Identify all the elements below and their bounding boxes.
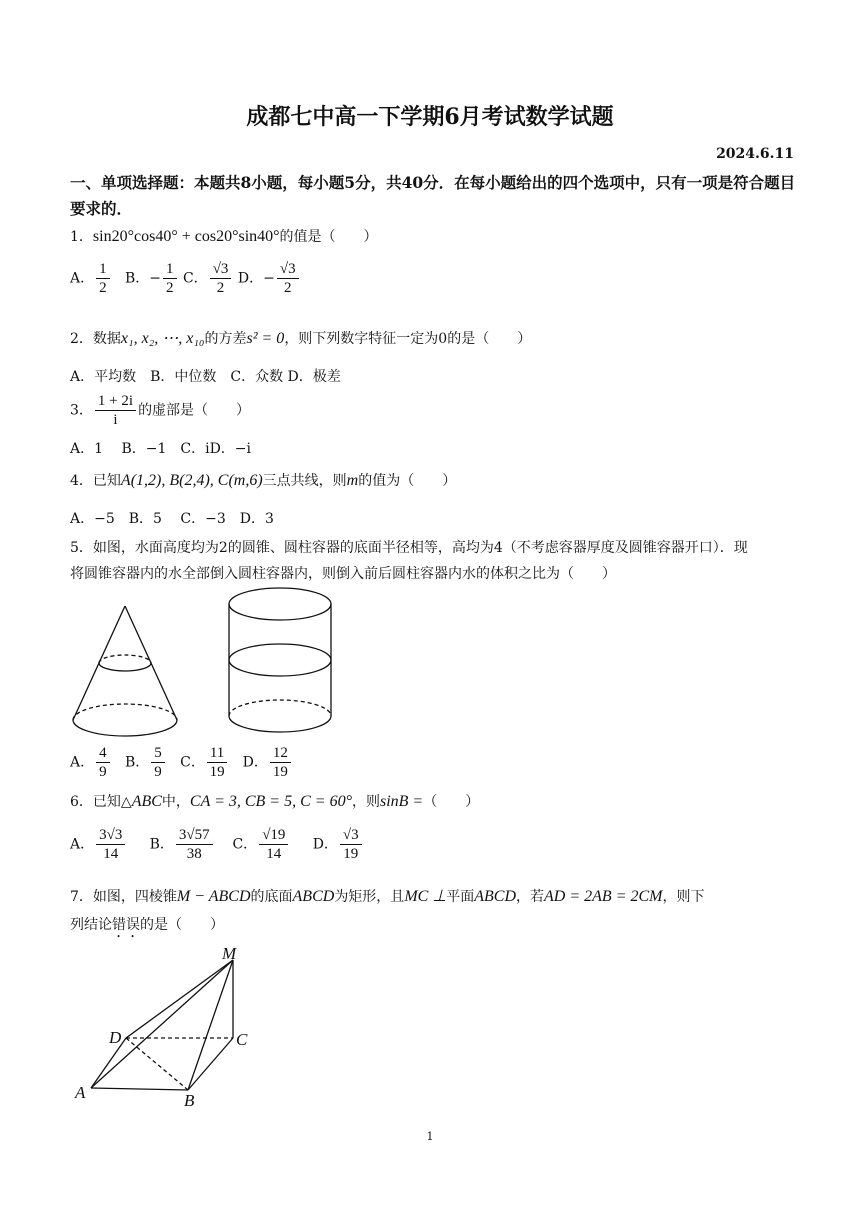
question-2: 2．数据x₁, x₂, ⋯, x₁₀的方差s² = 0，则下列数字特征一定为0的是（ ） xyxy=(70,330,532,347)
question-7-line-2: 列结论错误的是（ ） xyxy=(70,917,224,933)
question-3-options: A．1 B．−1 C．iD．−i xyxy=(70,441,252,457)
question-2-options: A．平均数 B．中位数 C．众数 D．极差 xyxy=(70,369,341,385)
question-5-options: A． $\frac{4}{9}$ B． $\frac{5}{9}$ C． $\frac{11}{19}$ D． $\frac{12}{19}$ xyxy=(70,744,293,781)
vertex-label-d: D xyxy=(109,1028,122,1047)
exam-date: 2024.6.11 xyxy=(716,146,794,162)
question-1: 1．sin20°cos40° + cos20°sin40°的值是（ ） xyxy=(70,228,378,245)
cylinder-figure xyxy=(229,588,331,732)
question-1-options: A． $\frac{1}{2}$ B．− $\frac{1}{2}$ C． $\frac{√3}{2}$ D．− $\frac{√3}{2}$ xyxy=(70,260,301,297)
emphasis-error: 错误 xyxy=(112,917,140,933)
question-6-options: A． $\frac{3√3}{14}$ B． $\frac{3√57}{38}$ C． $\frac{√19}{14}$ D． $\frac{√3}{19}$ xyxy=(70,826,364,863)
vertex-label-b: B xyxy=(184,1091,195,1110)
pyramid-figure xyxy=(66,940,256,1110)
cone-and-cylinder-figure xyxy=(66,586,346,746)
question-4: 4．已知A(1,2), B(2,4), C(m,6)三点共线，则m的值为（ ） xyxy=(70,472,457,489)
vertex-label-a: A xyxy=(75,1083,86,1102)
question-5-line-1: 5．如图，水面高度均为2的圆锥、圆柱容器的底面半径相等，高均为4（不考虑容器厚度及圆锥容器开口）．现 xyxy=(70,540,748,556)
page-number: 1 xyxy=(426,1130,434,1143)
question-5-line-2: 将圆锥容器内的水全部倒入圆柱容器内，则倒入前后圆柱容器内水的体积之比为（ ） xyxy=(70,566,616,582)
cone-figure xyxy=(73,606,177,736)
vertex-label-m: M xyxy=(222,944,237,963)
question-7-line-1: 7．如图，四棱锥M − ABCD的底面ABCD为矩形，且MC ⊥平面ABCD，若AD = 2AB = 2CM，则下 xyxy=(70,888,705,905)
question-4-options: A．−5 B．5 C．−3 D．3 xyxy=(70,511,274,527)
section-heading: 一、单项选择题：本题共8小题，每小题5分，共40分．在每小题给出的四个选项中，只有一项是符合题目要求的． xyxy=(70,173,796,218)
question-6: 6．已知△ABC中，CA = 3, CB = 5, C = 60°，则sinB =（ ） xyxy=(70,793,480,810)
vertex-label-c: C xyxy=(236,1030,248,1049)
question-3: 3． $\frac{1 + 2i}{i}$ 的虚部是（ ） xyxy=(70,393,251,428)
page-title: 成都七中高一下学期6月考试数学试题 xyxy=(246,104,614,130)
